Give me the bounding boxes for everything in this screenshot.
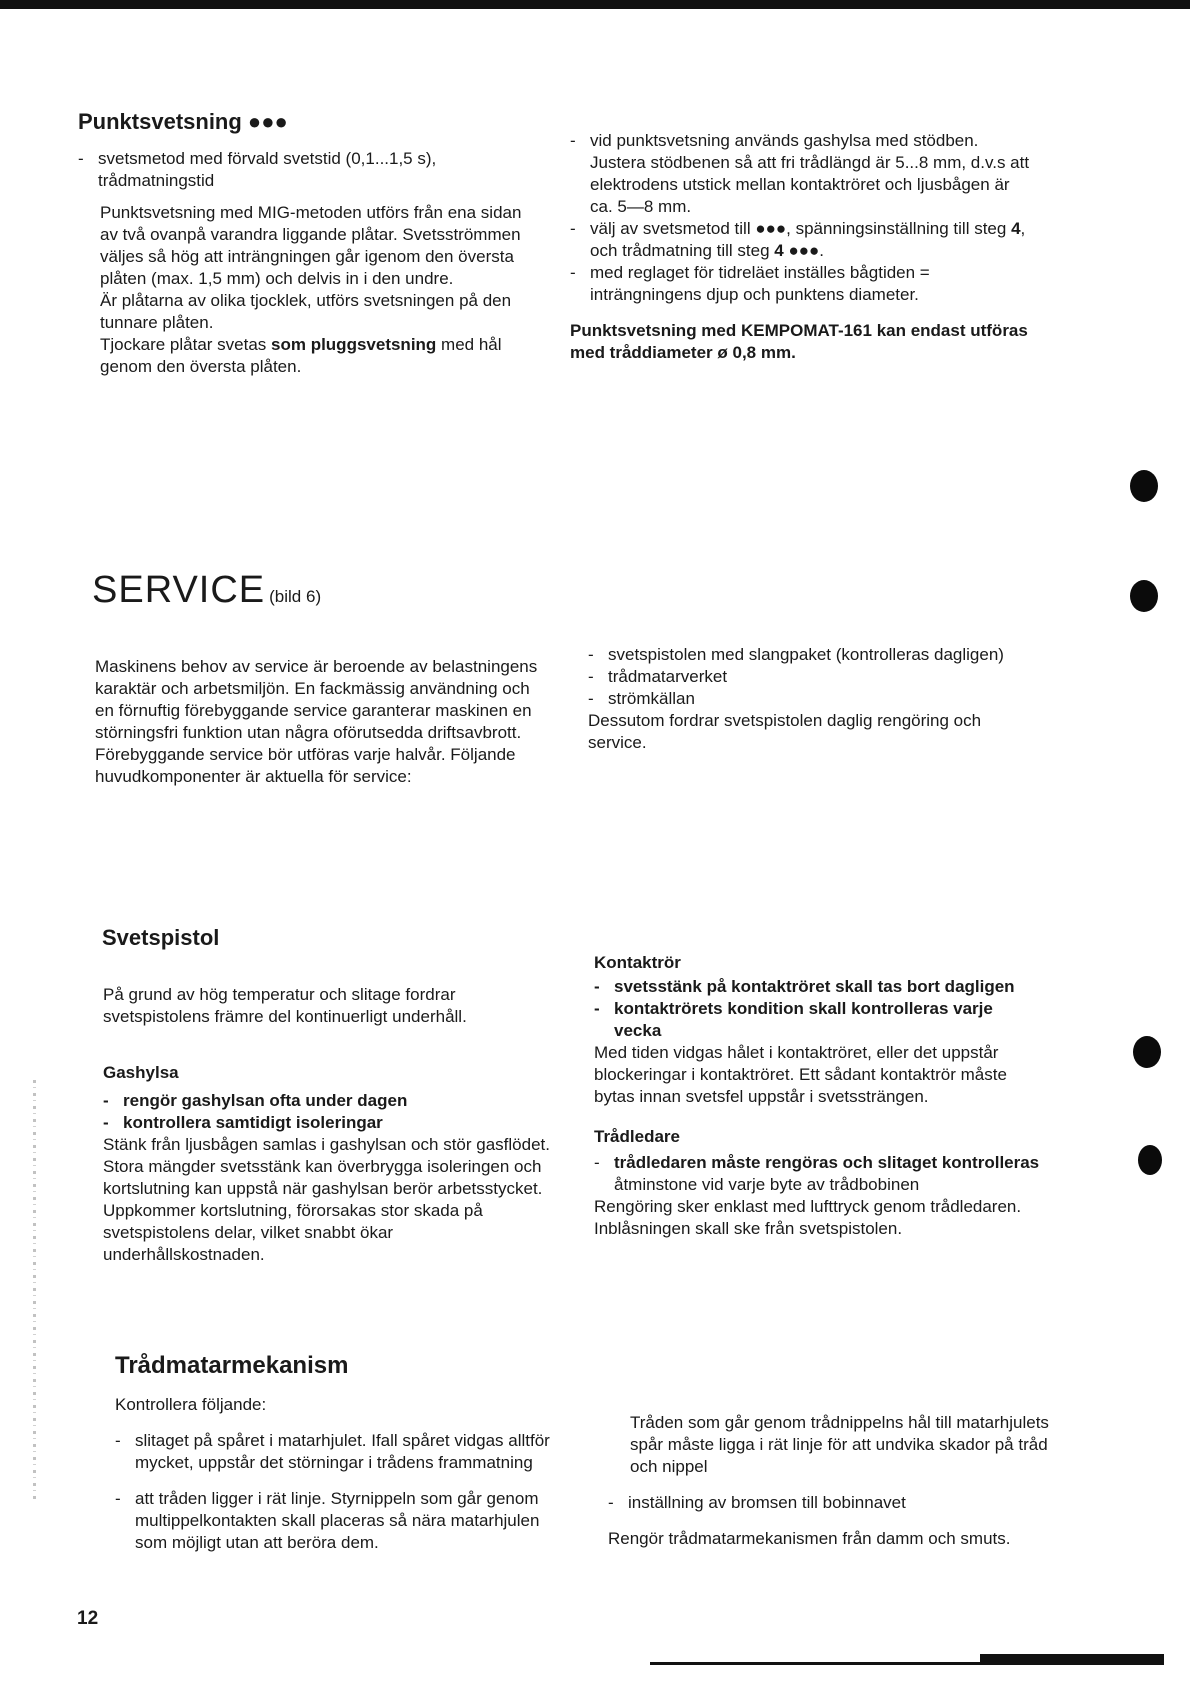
section-title-service: SERVICE (bild 6) [92,569,322,611]
service-subtitle: (bild 6) [269,587,322,606]
paragraph: Rengör trådmatarmekanismen från damm och smuts. [608,1529,1011,1548]
paragraph: Rengöring sker enklast med lufttryck genom trådledaren. Inblåsningen skall ske från svetspistolen. [594,1197,1022,1238]
paragraph: Tråden som går genom trådnippelns hål till matarhjulets spår måste ligga i rät linje för att undvika skador på tråd och nippel [630,1413,1049,1476]
scan-top-edge [0,0,1190,9]
list-item: - svetsstänk på kontaktröret skall tas bort dagligen [594,977,1015,996]
paragraph: Maskinens behov av service är beroende av belastningens karaktär och arbetsmiljön. En fackmässig användning och en förnuftig förebyggande service garanterar maskinen en störningsfri funktion utan några oförutsedda driftsavbrott. [95,657,538,742]
service-right-column [588,644,1038,754]
paragraph: Tjockare plåtar svetas som pluggsvetsning med hål genom den översta plåten. [100,335,502,376]
list-item: - rengör gashylsan ofta under dagen [103,1091,408,1110]
svetspistol-left-column [103,984,553,1266]
service-left-column [95,656,545,788]
list-item: - vid punktsvetsning används gashylsa med stödben. Justera stödbenen så att fri trådlängd är 5...8 mm, d.v.s att elektrodens utstick mellan kontaktröret och ljusbågen är ca. 5—8 mm. [570,131,1030,216]
section-title-tradmatarmekanism: Trådmatarmekanism [115,1352,349,1379]
binder-hole [1138,1145,1162,1175]
section-title-svetspistol: Svetspistol [102,925,220,950]
list-item: - svetspistolen med slangpaket (kontrolleras dagligen) [588,645,1004,664]
paragraph: Stänk från ljusbågen samlas i gashylsan och stör gasflödet. Stora mängder svetsstänk kan överbrygga isoleringen och kortslutning kan uppstå när gashylsan berör arbetsstycket. Uppkommer kortslutning, förorsakas stor skada på svetspistolens delar, vilket snabbt ökar underhållskostnaden. [103,1135,550,1264]
list-item: - med reglaget för tidreläet inställes bågtiden = inträngningens djup och punktens diameter. [570,263,930,304]
list-item: - kontaktrörets kondition skall kontrolleras varje vecka [594,999,993,1040]
paragraph: På grund av hög temperatur och slitage fordrar svetspistolens främre del kontinuerligt underhåll. [103,985,467,1026]
trad-left-column [115,1394,565,1554]
section-title-punktsvetsning: Punktsvetsning ●●● [78,109,288,134]
paragraph: Punktsvetsning med MIG-metoden utförs från ena sidan av två ovanpå varandra liggande plåtar. Svetsströmmen väljes så hög att inträngningen går igenom den översta plåten (max. 1,5 mm) och delvis in i den undre. [100,203,522,288]
subheading-tradledare: Trådledare [594,1127,680,1146]
note-bold: Punktsvetsning med KEMPOMAT-161 kan endast utföras med tråddiameter ø 0,8 mm. [570,321,1028,362]
list-item: - kontrollera samtidigt isoleringar [103,1113,383,1132]
binder-hole [1130,580,1158,612]
paragraph: Är plåtarna av olika tjocklek, utförs svetsningen på den tunnare plåten. [100,291,512,332]
svetspistol-right-column [594,952,1044,1240]
subheading-gashylsa: Gashylsa [103,1063,179,1082]
trad-right-column [608,1412,1054,1550]
binder-hole [1133,1036,1161,1068]
list-item: - strömkällan [588,689,695,708]
page-number: 12 [77,1608,99,1629]
list-item: - svetsmetod med förvald svetstid (0,1...1,5 s), trådmatningstid [78,149,437,190]
list-item: - slitaget på spåret i matarhjulet. Ifall spåret vidgas alltför mycket, uppstår det störningar i trådens frammatning [115,1431,550,1472]
list-item: - trådledaren måste rengöras och slitaget kontrolleras åtminstone vid varje byte av trådbobinen [594,1153,1040,1194]
paragraph: Med tiden vidgas hålet i kontaktröret, eller det uppstår blockeringar i kontaktröret. Ett sådant kontaktrör måste bytas innan svetsfel uppstår i svetssträngen. [594,1043,1007,1106]
punkt-left-column [78,148,533,378]
list-item: - välj av svetsmetod till ●●●, spänningsinställning till steg 4, och trådmatning till steg 4 ●●●. [570,219,1026,260]
paragraph: Dessutom fordrar svetspistolen daglig rengöring och service. [588,711,982,752]
scan-bottom-rule-thick [980,1654,1164,1663]
binder-hole [1130,470,1158,502]
list-item: - inställning av bromsen till bobinnavet [608,1493,906,1512]
paragraph: Kontrollera följande: [115,1395,267,1414]
scan-binding-edge [33,1080,36,1500]
paragraph: Förebyggande service bör utföras varje halvår. Följande huvudkomponenter är aktuella för service: [95,745,516,786]
list-item: - trådmatarverket [588,667,728,686]
punkt-right-column [570,130,1030,364]
list-item: - att tråden ligger i rät linje. Styrnippeln som går genom multippelkontakten skall placeras så nära matarhjulen som möjligt utan att beröra dem. [115,1489,540,1552]
subheading-kontaktror: Kontaktrör [594,953,681,972]
